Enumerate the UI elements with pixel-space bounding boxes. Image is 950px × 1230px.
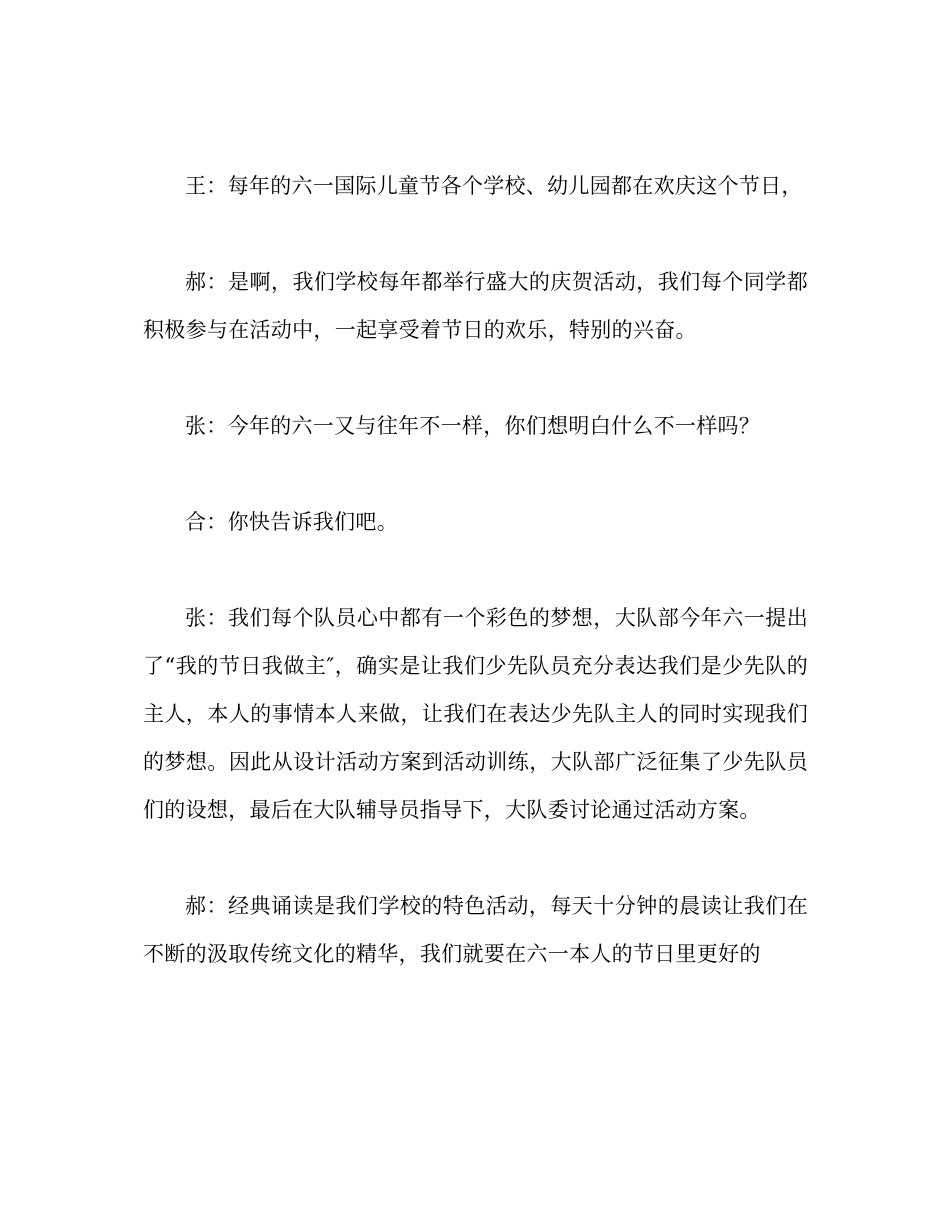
paragraph-3: 张：今年的六一又与往年不一样，你们想明白什么不一样吗？ bbox=[185, 414, 761, 438]
document-body bbox=[143, 162, 808, 978]
paragraph-gap bbox=[143, 354, 808, 402]
paragraph-5: 张：我们每个队员心中都有一个彩色的梦想，大队部今年六一提出了“我的节日我做主″，确实是让我们少先队员充分表达我们是少先队的主人，本人的事情本人来做，让我们在表达少先队主人的同时实现我们的梦想。因此从设计活动方案到活动训练，大队部广泛征集了少先队员们的设想，最后在大队辅导员指导下，大队委讨论通过活动方案。 bbox=[143, 606, 808, 822]
paragraph-gap bbox=[143, 834, 808, 882]
paragraph-gap bbox=[143, 450, 808, 498]
paragraph-1: 王：每年的六一国际儿童节各个学校、幼儿园都在欢庆这个节日， bbox=[185, 174, 803, 198]
paragraph-gap bbox=[143, 546, 808, 594]
paragraph-gap bbox=[143, 210, 808, 258]
paragraph-2: 郝：是啊，我们学校每年都举行盛大的庆贺活动，我们每个同学都积极参与在活动中，一起享受着节日的欢乐，特别的兴奋。 bbox=[143, 270, 808, 342]
paragraph-4: 合：你快告诉我们吧。 bbox=[185, 510, 398, 534]
paragraph-6: 郝：经典诵读是我们学校的特色活动，每天十分钟的晨读让我们在不断的汲取传统文化的精华，我们就要在六一本人的节日里更好的 bbox=[143, 894, 808, 966]
